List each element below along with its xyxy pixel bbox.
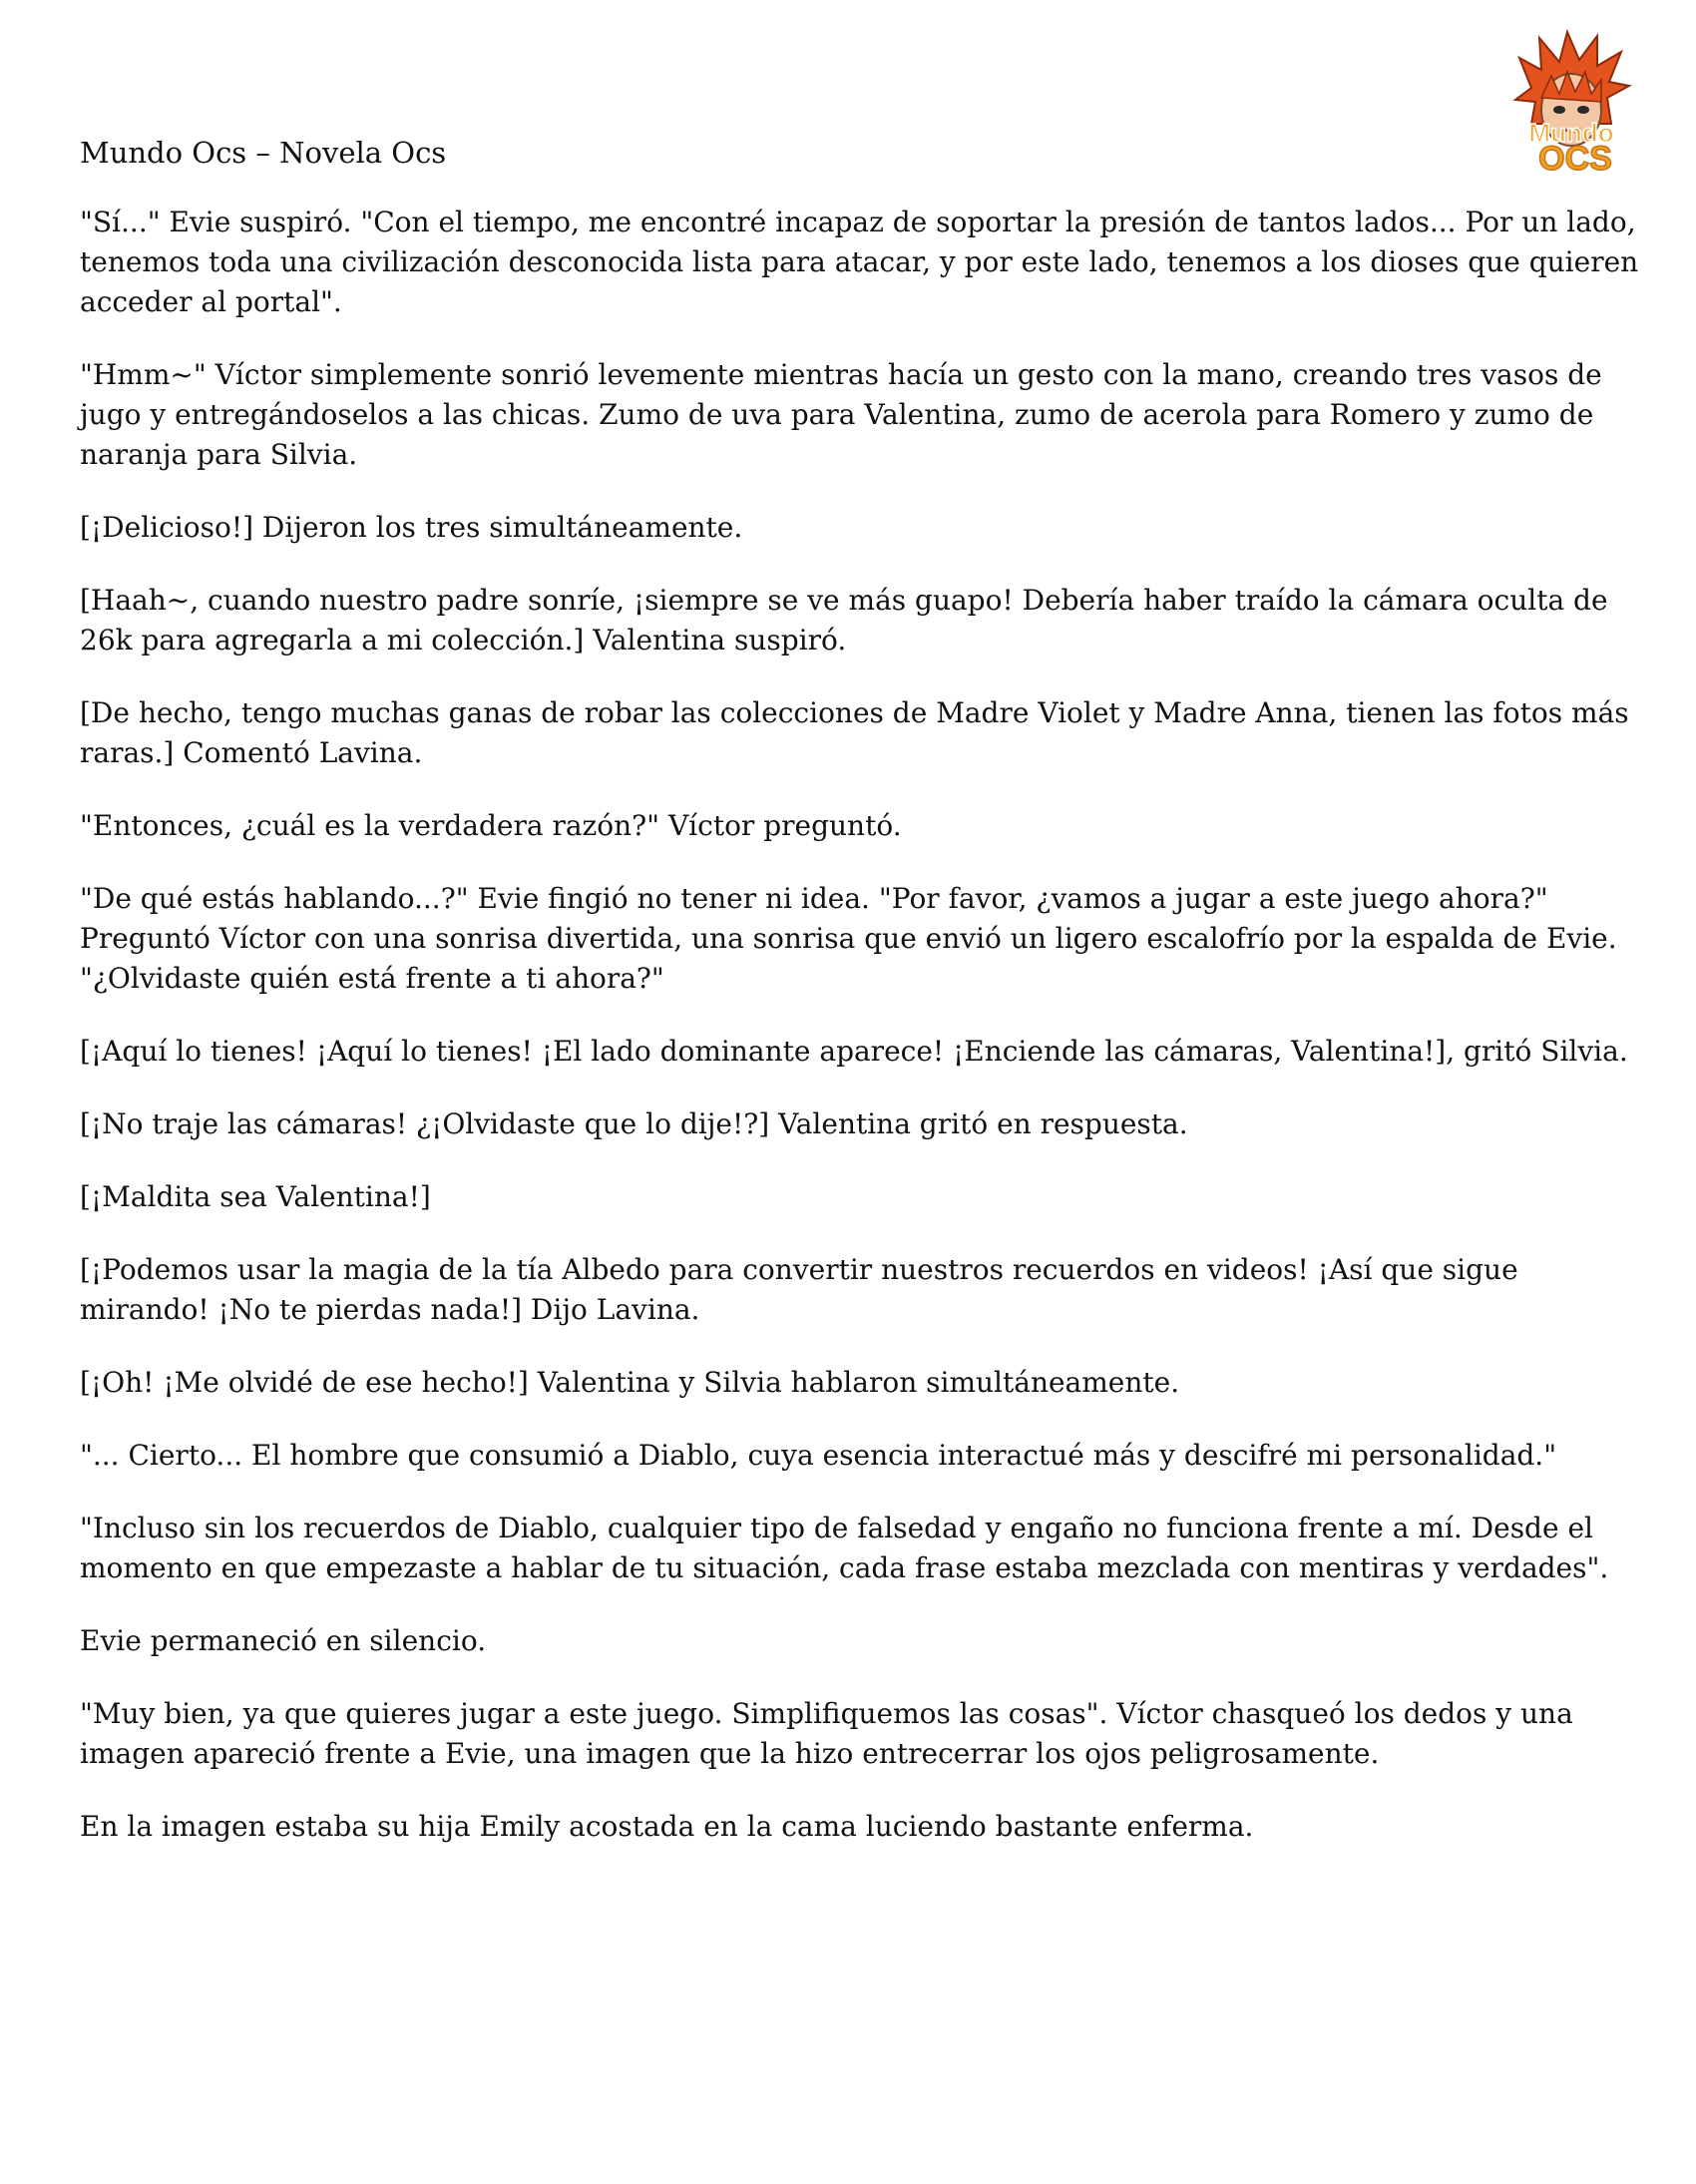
paragraph: [¡Oh! ¡Me olvidé de ese hecho!] Valentina y Silvia hablaron simultáneamente. [80, 1366, 1180, 1399]
mundo-ocs-logo [1501, 28, 1641, 178]
paragraph: En la imagen estaba su hija Emily acostada en la cama luciendo bastante enferma. [80, 1810, 1254, 1843]
paragraph: "Sí..." Evie suspiró. "Con el tiempo, me encontré incapaz de soportar la presión de tantos lados... Por un lado, tenemos toda una civilización desconocida lista para atacar, y por este lado, tenemos a los dioses que quieren acceder al portal". [80, 206, 1639, 318]
paragraph: [¡Aquí lo tienes! ¡Aquí lo tienes! ¡El lado dominante aparece! ¡Enciende las cámaras, Valentina!], gritó Silvia. [80, 1035, 1628, 1068]
paragraph: Evie permaneció en silencio. [80, 1624, 487, 1657]
paragraph: "Hmm~" Víctor simplemente sonrió levemente mientras hacía un gesto con la mano, creando tres vasos de jugo y entregándoselos a las chicas. Zumo de uva para Valentina, zumo de acerola para Romero y zumo de naranja para Silvia. [80, 358, 1602, 471]
story-body [80, 203, 1646, 1880]
paragraph: "Muy bien, ya que quieres jugar a este juego. Simplifiquemos las cosas". Víctor chasqueó los dedos y una imagen apareció frente a Evie, una imagen que la hizo entrecerrar los ojos peligrosamente. [80, 1697, 1573, 1770]
paragraph: "... Cierto... El hombre que consumió a Diablo, cuya esencia interactué más y descifré mi personalidad." [80, 1439, 1557, 1472]
left-eye [1553, 106, 1565, 114]
paragraph: [¡Podemos usar la magia de la tía Albedo para convertir nuestros recuerdos en videos! ¡Así que sigue mirando! ¡No te pierdas nada!] Dijo Lavina. [80, 1253, 1518, 1326]
paragraph: [¡Delicioso!] Dijeron los tres simultáneamente. [80, 511, 743, 544]
logo-image [1501, 28, 1641, 178]
paragraph: "Entonces, ¿cuál es la verdadera razón?" Víctor preguntó. [80, 809, 902, 842]
page-header: Mundo Ocs – Novela Ocs [80, 136, 447, 170]
paragraph: "De qué estás hablando...?" Evie fingió no tener ni idea. "Por favor, ¿vamos a jugar a este juego ahora?" Preguntó Víctor con una sonrisa divertida, una sonrisa que envió un ligero escalofrío por la espalda de Evie. "¿Olvidaste quién está frente a ti ahora?" [80, 882, 1617, 995]
logo-text-top: Mundo [1528, 118, 1614, 148]
paragraph: [¡No traje las cámaras! ¿¡Olvidaste que lo dije!?] Valentina gritó en respuesta. [80, 1107, 1188, 1140]
logo-text-bottom: OCS [1538, 140, 1612, 178]
paragraph: [¡Maldita sea Valentina!] [80, 1180, 431, 1213]
paragraph: "Incluso sin los recuerdos de Diablo, cualquier tipo de falsedad y engaño no funciona frente a mí. Desde el momento en que empezaste a hablar de tu situación, cada frase estaba mezclada con mentiras y verdades". [80, 1512, 1609, 1584]
right-eye [1577, 106, 1589, 114]
paragraph: [De hecho, tengo muchas ganas de robar las colecciones de Madre Violet y Madre Anna, tienen las fotos más raras.] Comentó Lavina. [80, 696, 1629, 769]
paragraph: [Haah~, cuando nuestro padre sonríe, ¡siempre se ve más guapo! Debería haber traído la cámara oculta de 26k para agregarla a mi colección.] Valentina suspiró. [80, 584, 1608, 656]
